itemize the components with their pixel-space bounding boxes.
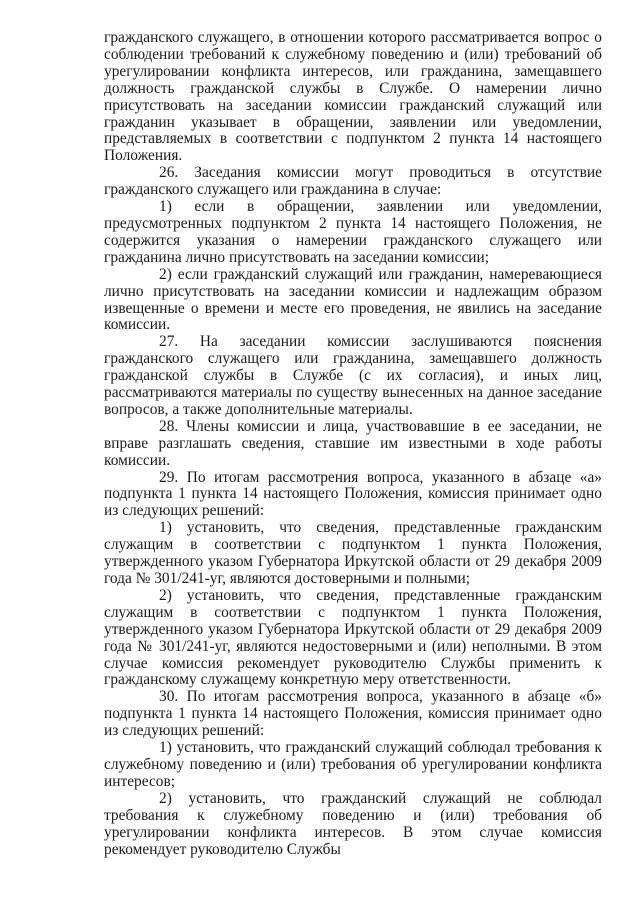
paragraph-item-29-2: 2) установить, что сведения, представленные гражданским служащим в соответствии с подпунктом 1 пункта Положения, утвержденного указом Губернатора Иркутской области от 29 декабря 2009 года № 301/241-уг, являются недостоверными и (или) неполными. В этом случае комиссия рекомендует руководителю Службы применить к гражданскому служащему конкретную меру ответственности. — [104, 586, 602, 689]
paragraph-item-29-1: 1) установить, что сведения, представленные гражданским служащим в соответствии с подпунктом 1 пункта Положения, утвержденного указом Губернатора Иркутской области от 29 декабря 2009 года № 301/241-уг, являются достоверными и полными; — [104, 519, 602, 587]
paragraph-item-28: 28. Члены комиссии и лица, участвовавшие в ее заседании, не вправе разглашать сведения, ставшие им известными в ходе работы комиссии. — [104, 417, 602, 469]
paragraph-item-29: 29. По итогам рассмотрения вопроса, указанного в абзаце «а» подпункта 1 пункта 14 настоящего Положения, комиссия принимает одно из следующих решений: — [104, 468, 602, 520]
paragraph-item-30: 30. По итогам рассмотрения вопроса, указанного в абзаце «б» подпункта 1 пункта 14 настоящего Положения, комиссия принимает одно из следующих решений: — [104, 688, 602, 740]
paragraph-item-30-1: 1) установить, что гражданский служащий соблюдал требования к служебному поведению и (или) требования об урегулировании конфликта интересов; — [104, 739, 602, 790]
paragraph-item-26-2: 2) если гражданский служащий или гражданин, намеревающиеся лично присутствовать на заседании комиссии и надлежащим образом извещенные о времени и месте его проведения, не явились на заседание комиссии. — [104, 265, 602, 334]
paragraph-item-30-2: 2) установить, что гражданский служащий не соблюдал требования к служебному поведению и (или) требования об урегулировании конфликта интересов. В этом случае комиссия рекомендует руководителю Службы — [104, 789, 602, 858]
paragraph-item-26: 26. Заседания комиссии могут проводиться в отсутствие гражданского служащего или гражданина в случае: — [104, 164, 602, 199]
paragraph-item-27: 27. На заседании комиссии заслушиваются пояснения гражданского служащего или гражданина, замещавшего должность гражданской службы в Службе (с их согласия), и иных лиц, рассматриваются материалы по существу вынесенных на данное заседание вопросов, а также дополнительные материалы. — [104, 333, 602, 418]
paragraph-item-26-1: 1) если в обращении, заявлении или уведомлении, предусмотренных подпунктом 2 пункта 14 настоящего Положения, не содержится указания о намерении гражданского служащего или гражданина лично присутствовать на заседании комиссии; — [104, 198, 602, 266]
document-page — [104, 30, 602, 858]
paragraph-continuation: гражданского служащего, в отношении которого рассматривается вопрос о соблюдении требований к служебному поведению и (или) требований об урегулировании конфликта интересов, или гражданина, замещавшего должность гражданской службы в Службе. О намерении лично присутствовать на заседании комиссии гражданский служащий или гражданин указывает в обращении, заявлении или уведомлении, представляемых в соответствии с подпунктом 2 пункта 14 настоящего Положения. — [104, 29, 602, 165]
